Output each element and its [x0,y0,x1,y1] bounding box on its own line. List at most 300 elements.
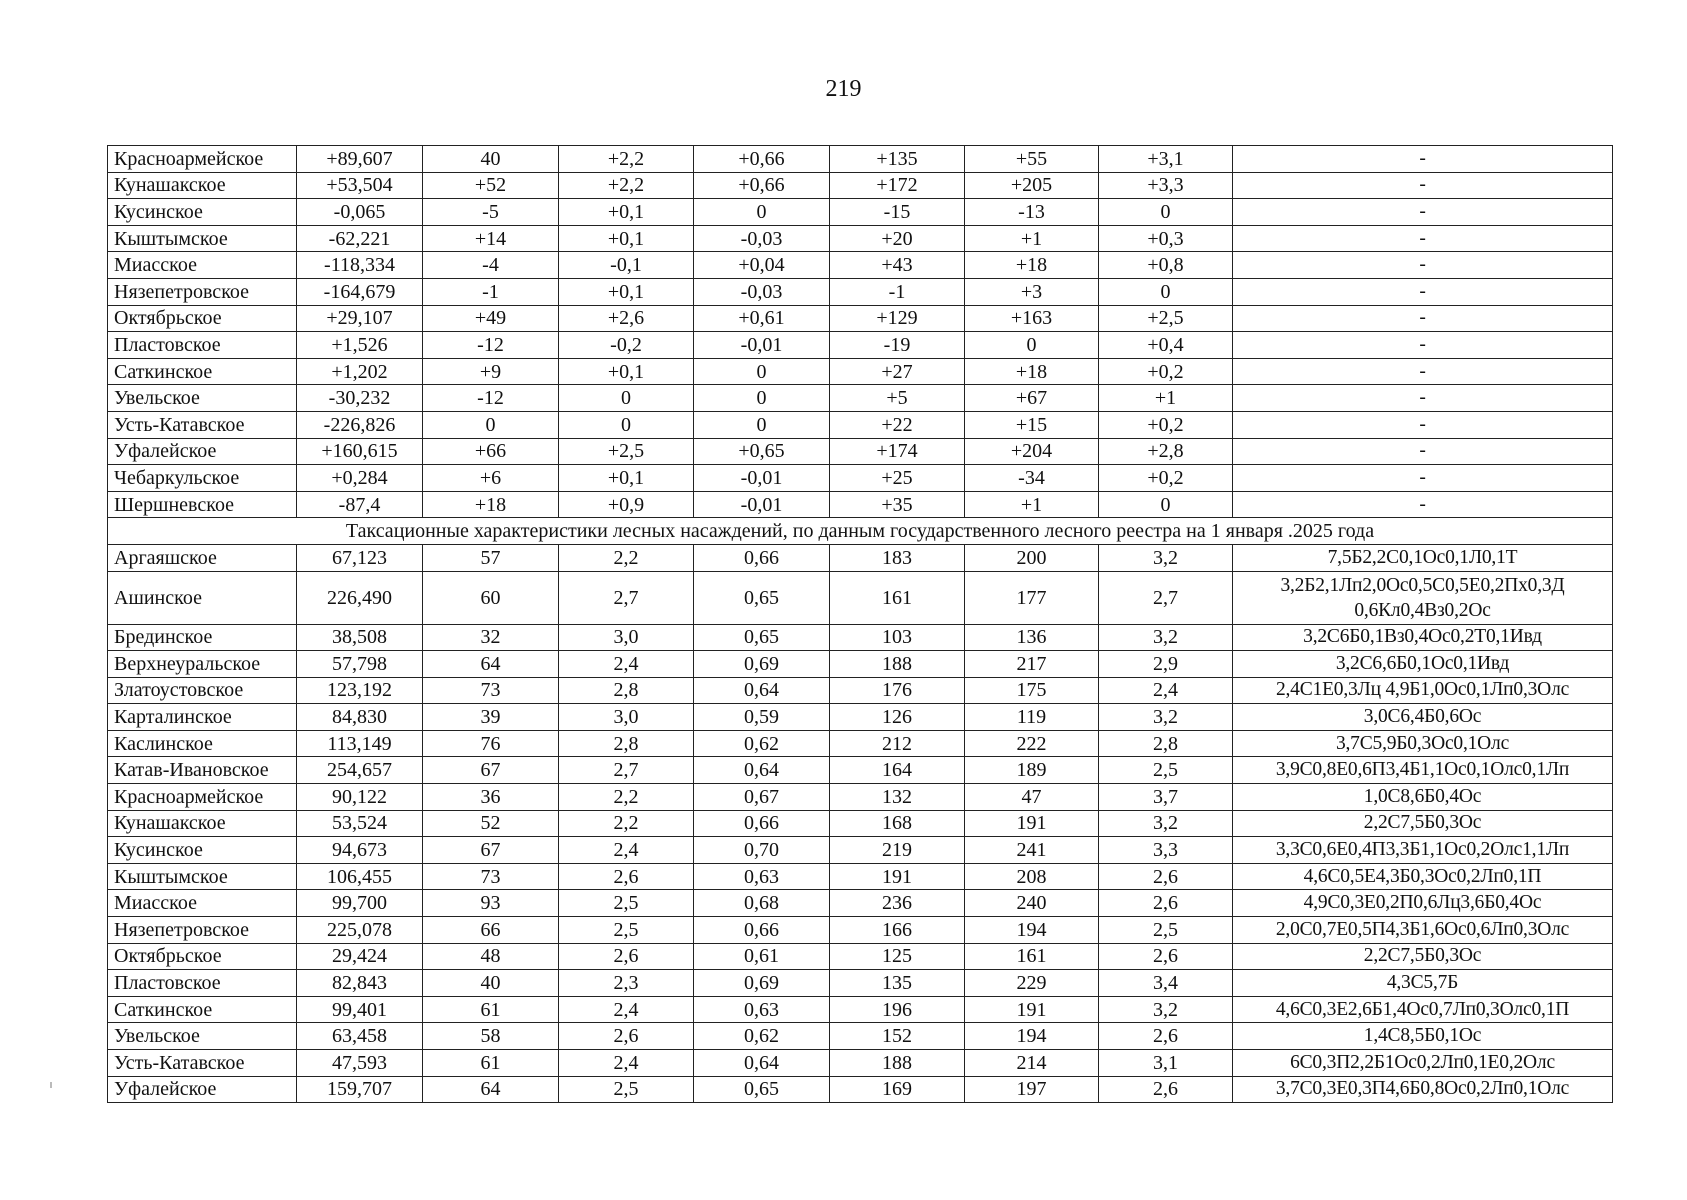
value-cell: +2,6 [559,305,694,332]
value-cell: 106,455 [297,863,423,890]
value-cell: 0,64 [694,757,830,784]
value-cell: +1,526 [297,332,423,359]
value-cell: +55 [965,146,1099,173]
forestry-name: Брединское [108,624,297,651]
value-cell: 2,5 [559,917,694,944]
value-cell: 2,6 [1099,890,1233,917]
forestry-name: Катав-Ивановское [108,757,297,784]
value-cell: 0 [694,385,830,412]
value-cell: +18 [423,491,559,518]
value-cell: 0,63 [694,863,830,890]
value-cell: -34 [965,465,1099,492]
value-cell: 0,67 [694,784,830,811]
value-cell: +9 [423,358,559,385]
value-cell: 60 [423,571,559,624]
species-composition: 4,9С0,3Е0,2П0,6Лц3,6Б0,4Ос [1233,890,1613,917]
value-cell: +1 [965,491,1099,518]
species-composition: 3,7С0,3Е0,3П4,6Б0,8Ос0,2Лп0,1Олс [1233,1076,1613,1103]
change-row [108,199,1613,226]
value-cell: -0,03 [694,225,830,252]
forest-data-table [107,145,1613,1103]
value-cell: 189 [965,757,1099,784]
forestry-name: Ашинское [108,571,297,624]
value-cell: 3,2 [1099,810,1233,837]
value-cell: 194 [965,917,1099,944]
value-cell: 168 [830,810,965,837]
value-cell: 2,5 [1099,757,1233,784]
value-cell: -15 [830,199,965,226]
forestry-name: Кусинское [108,837,297,864]
value-cell: 0 [694,199,830,226]
forestry-name: Увельское [108,385,297,412]
value-cell: +172 [830,172,965,199]
forestry-name: Нязепетровское [108,917,297,944]
species-composition: - [1233,332,1613,359]
value-cell: +0,1 [559,358,694,385]
value-cell: 183 [830,544,965,571]
value-cell: +0,2 [1099,411,1233,438]
value-cell: 0,65 [694,1076,830,1103]
value-cell: 0,64 [694,1050,830,1077]
value-cell: 66 [423,917,559,944]
value-cell: +22 [830,411,965,438]
forestry-name: Миасское [108,890,297,917]
value-cell: 236 [830,890,965,917]
species-composition: - [1233,305,1613,332]
value-cell: 3,2 [1099,624,1233,651]
species-composition [1233,571,1613,624]
species-composition: - [1233,465,1613,492]
value-cell: 225,078 [297,917,423,944]
value-cell: 3,7 [1099,784,1233,811]
forestry-name: Шершневское [108,491,297,518]
value-cell: 0,62 [694,1023,830,1050]
registry-row [108,571,1613,624]
value-cell: 2,4 [1099,677,1233,704]
value-cell: 194 [965,1023,1099,1050]
registry-row [108,784,1613,811]
registry-row [108,757,1613,784]
value-cell: 0,61 [694,943,830,970]
value-cell: 0,66 [694,810,830,837]
value-cell: 2,6 [559,1023,694,1050]
registry-row [108,996,1613,1023]
change-row [108,465,1613,492]
value-cell: 214 [965,1050,1099,1077]
value-cell: +2,2 [559,146,694,173]
value-cell: +2,2 [559,172,694,199]
registry-row [108,544,1613,571]
forestry-name: Октябрьское [108,943,297,970]
value-cell: -0,1 [559,252,694,279]
value-cell: -0,01 [694,332,830,359]
value-cell: +89,607 [297,146,423,173]
change-row [108,305,1613,332]
value-cell: -13 [965,199,1099,226]
value-cell: +0,284 [297,465,423,492]
value-cell: 152 [830,1023,965,1050]
forestry-name: Увельское [108,1023,297,1050]
value-cell: +0,4 [1099,332,1233,359]
value-cell: 177 [965,571,1099,624]
value-cell: +129 [830,305,965,332]
value-cell: 119 [965,704,1099,731]
value-cell: +2,5 [1099,305,1233,332]
value-cell: 2,4 [559,651,694,678]
forestry-name: Кыштымское [108,225,297,252]
value-cell: 135 [830,970,965,997]
value-cell: -12 [423,332,559,359]
value-cell: 48 [423,943,559,970]
value-cell: 93 [423,890,559,917]
value-cell: 3,3 [1099,837,1233,864]
value-cell: 208 [965,863,1099,890]
value-cell: +0,1 [559,278,694,305]
change-row [108,252,1613,279]
value-cell: +18 [965,358,1099,385]
value-cell: 64 [423,1076,559,1103]
value-cell: 2,5 [559,1076,694,1103]
value-cell: +3,3 [1099,172,1233,199]
value-cell: +0,3 [1099,225,1233,252]
value-cell: +66 [423,438,559,465]
registry-row [108,943,1613,970]
value-cell: 226,490 [297,571,423,624]
composition-line: 3,2Б2,1Лп2,0Ос0,5С0,5Е0,2Пх0,3Д [1280,574,1565,596]
value-cell: 254,657 [297,757,423,784]
value-cell: 0,65 [694,571,830,624]
value-cell: 67 [423,837,559,864]
registry-row [108,863,1613,890]
species-composition: - [1233,199,1613,226]
change-row [108,146,1613,173]
value-cell: -12 [423,385,559,412]
value-cell: 0 [559,385,694,412]
value-cell: +15 [965,411,1099,438]
value-cell: +52 [423,172,559,199]
value-cell: 159,707 [297,1076,423,1103]
value-cell: 29,424 [297,943,423,970]
value-cell: +160,615 [297,438,423,465]
value-cell: 103 [830,624,965,651]
value-cell: 61 [423,996,559,1023]
value-cell: +43 [830,252,965,279]
species-composition: 4,3С5,7Б [1233,970,1613,997]
forestry-name: Кусинское [108,199,297,226]
value-cell: 3,2 [1099,544,1233,571]
species-composition: 3,9С0,8Е0,6П3,4Б1,1Ос0,1Олс0,1Лп [1233,757,1613,784]
registry-row [108,677,1613,704]
value-cell: +0,9 [559,491,694,518]
species-composition: - [1233,278,1613,305]
value-cell: -118,334 [297,252,423,279]
value-cell: 2,9 [1099,651,1233,678]
value-cell: +67 [965,385,1099,412]
registry-row [108,917,1613,944]
value-cell: 84,830 [297,704,423,731]
value-cell: 2,6 [1099,1023,1233,1050]
value-cell: +1 [1099,385,1233,412]
value-cell: 40 [423,146,559,173]
value-cell: 40 [423,970,559,997]
forestry-name: Миасское [108,252,297,279]
species-composition: 4,6С0,5Е4,3Б0,3Ос0,2Лп0,1П [1233,863,1613,890]
species-composition: 7,5Б2,2С0,1Ос0,1Л0,1Т [1233,544,1613,571]
value-cell: 67,123 [297,544,423,571]
value-cell: +5 [830,385,965,412]
value-cell: +3,1 [1099,146,1233,173]
registry-row [108,1050,1613,1077]
forestry-name: Чебаркульское [108,465,297,492]
value-cell: +0,1 [559,199,694,226]
value-cell: 188 [830,1050,965,1077]
value-cell: 94,673 [297,837,423,864]
forestry-name: Кыштымское [108,863,297,890]
forestry-name: Усть-Катавское [108,411,297,438]
value-cell: 32 [423,624,559,651]
forestry-name: Саткинское [108,996,297,1023]
value-cell: +0,8 [1099,252,1233,279]
value-cell: 0 [559,411,694,438]
species-composition: 2,4С1Е0,3Лц 4,9Б1,0Ос0,1Лп0,3Олс [1233,677,1613,704]
registry-row [108,704,1613,731]
species-composition: 2,2С7,5Б0,3Ос [1233,943,1613,970]
value-cell: 166 [830,917,965,944]
value-cell: 3,0 [559,624,694,651]
value-cell: 0 [694,411,830,438]
species-composition: 1,4С8,5Б0,1Ос [1233,1023,1613,1050]
registry-row [108,1076,1613,1103]
species-composition: 4,6С0,3Е2,6Б1,4Ос0,7Лп0,3Олс0,1П [1233,996,1613,1023]
value-cell: 123,192 [297,677,423,704]
value-cell: 0,70 [694,837,830,864]
section-title-row [108,518,1613,545]
change-rows [108,146,1613,518]
species-composition: 2,2С7,5Б0,3Ос [1233,810,1613,837]
value-cell: 191 [965,810,1099,837]
value-cell: +0,04 [694,252,830,279]
species-composition: 3,2С6,6Б0,1Ос0,1Ивд [1233,651,1613,678]
value-cell: 113,149 [297,730,423,757]
value-cell: 229 [965,970,1099,997]
registry-row [108,970,1613,997]
forestry-name: Аргаяшское [108,544,297,571]
value-cell: +20 [830,225,965,252]
value-cell: 36 [423,784,559,811]
value-cell: 2,5 [1099,917,1233,944]
value-cell: +135 [830,146,965,173]
forestry-name: Уфалейское [108,438,297,465]
value-cell: +163 [965,305,1099,332]
forestry-name: Октябрьское [108,305,297,332]
value-cell: 73 [423,677,559,704]
value-cell: 52 [423,810,559,837]
value-cell: 99,401 [297,996,423,1023]
change-row [108,358,1613,385]
value-cell: 38,508 [297,624,423,651]
change-row [108,411,1613,438]
value-cell: 2,4 [559,1050,694,1077]
registry-rows [108,544,1613,1102]
value-cell: 2,7 [1099,571,1233,624]
species-composition: 3,3С0,6Е0,4П3,3Б1,1Ос0,2Олс1,1Лп [1233,837,1613,864]
value-cell: 3,4 [1099,970,1233,997]
value-cell: 240 [965,890,1099,917]
page-number: 219 [825,76,862,102]
value-cell: +3 [965,278,1099,305]
value-cell: +2,5 [559,438,694,465]
value-cell: -19 [830,332,965,359]
value-cell: +14 [423,225,559,252]
forestry-name: Уфалейское [108,1076,297,1103]
value-cell: +25 [830,465,965,492]
value-cell: 67 [423,757,559,784]
value-cell: 3,1 [1099,1050,1233,1077]
value-cell: 76 [423,730,559,757]
value-cell: -87,4 [297,491,423,518]
forestry-name: Кунашакское [108,172,297,199]
forestry-name: Пластовское [108,970,297,997]
value-cell: 2,2 [559,810,694,837]
registry-row [108,730,1613,757]
change-row [108,332,1613,359]
value-cell: 2,8 [559,677,694,704]
value-cell: +1,202 [297,358,423,385]
species-composition: 1,0С8,6Б0,4Ос [1233,784,1613,811]
value-cell: +1 [965,225,1099,252]
section-header [108,518,1613,545]
value-cell: 2,2 [559,544,694,571]
change-row [108,491,1613,518]
value-cell: 82,843 [297,970,423,997]
value-cell: +53,504 [297,172,423,199]
value-cell: 197 [965,1076,1099,1103]
scan-mark [50,1082,52,1088]
value-cell: 2,8 [1099,730,1233,757]
value-cell: 0 [694,358,830,385]
value-cell: 2,6 [559,863,694,890]
forestry-name: Карталинское [108,704,297,731]
value-cell: +6 [423,465,559,492]
value-cell: +0,66 [694,172,830,199]
value-cell: 0,65 [694,624,830,651]
forestry-name: Саткинское [108,358,297,385]
value-cell: 161 [830,571,965,624]
value-cell: 53,524 [297,810,423,837]
value-cell: 0 [1099,199,1233,226]
change-row [108,278,1613,305]
value-cell: +35 [830,491,965,518]
value-cell: 212 [830,730,965,757]
forestry-name: Каслинское [108,730,297,757]
value-cell: 58 [423,1023,559,1050]
value-cell: -5 [423,199,559,226]
value-cell: 2,6 [1099,863,1233,890]
value-cell: 47 [965,784,1099,811]
value-cell: +204 [965,438,1099,465]
value-cell: +27 [830,358,965,385]
registry-row [108,890,1613,917]
value-cell: 196 [830,996,965,1023]
value-cell: 219 [830,837,965,864]
registry-row [108,1023,1613,1050]
change-row [108,172,1613,199]
value-cell: +2,8 [1099,438,1233,465]
value-cell: 0,63 [694,996,830,1023]
value-cell: 2,6 [559,943,694,970]
forestry-name: Красноармейское [108,146,297,173]
value-cell: 0,68 [694,890,830,917]
forestry-name: Верхнеуральское [108,651,297,678]
value-cell: -30,232 [297,385,423,412]
forestry-name: Кунашакское [108,810,297,837]
forestry-name: Нязепетровское [108,278,297,305]
value-cell: 3,2 [1099,704,1233,731]
species-composition: 3,0С6,4Б0,6Ос [1233,704,1613,731]
value-cell: +174 [830,438,965,465]
value-cell: 64 [423,651,559,678]
value-cell: 63,458 [297,1023,423,1050]
value-cell: 57 [423,544,559,571]
value-cell: 0 [423,411,559,438]
value-cell: 169 [830,1076,965,1103]
value-cell: -226,826 [297,411,423,438]
species-composition: - [1233,225,1613,252]
value-cell: 126 [830,704,965,731]
species-composition: 3,2С6Б0,1Вз0,4Ос0,2Т0,1Ивд [1233,624,1613,651]
value-cell: 3,0 [559,704,694,731]
value-cell: -0,2 [559,332,694,359]
value-cell: 132 [830,784,965,811]
value-cell: 2,3 [559,970,694,997]
value-cell: -0,01 [694,491,830,518]
value-cell: 125 [830,943,965,970]
value-cell: 217 [965,651,1099,678]
value-cell: 2,6 [1099,1076,1233,1103]
forestry-name: Златоустовское [108,677,297,704]
composition-line: 0,6Кл0,4Вз0,2Ос [1354,599,1491,621]
value-cell: 0 [1099,278,1233,305]
value-cell: 175 [965,677,1099,704]
value-cell: 136 [965,624,1099,651]
value-cell: 57,798 [297,651,423,678]
value-cell: +205 [965,172,1099,199]
value-cell: -1 [830,278,965,305]
species-composition: - [1233,491,1613,518]
species-composition: - [1233,358,1613,385]
value-cell: -0,03 [694,278,830,305]
registry-row [108,651,1613,678]
value-cell: 2,2 [559,784,694,811]
value-cell: 188 [830,651,965,678]
value-cell: +18 [965,252,1099,279]
value-cell: 0,62 [694,730,830,757]
species-composition: 2,0С0,7Е0,5П4,3Б1,6Ос0,6Лп0,3Олс [1233,917,1613,944]
change-row [108,225,1613,252]
registry-row [108,810,1613,837]
species-composition: - [1233,172,1613,199]
value-cell: 0 [1099,491,1233,518]
species-composition: 3,7С5,9Б0,3Ос0,1Олс [1233,730,1613,757]
value-cell: 0 [965,332,1099,359]
value-cell: 241 [965,837,1099,864]
value-cell: 176 [830,677,965,704]
value-cell: 0,66 [694,917,830,944]
value-cell: 99,700 [297,890,423,917]
value-cell: 191 [965,996,1099,1023]
forestry-name: Пластовское [108,332,297,359]
species-composition: - [1233,385,1613,412]
